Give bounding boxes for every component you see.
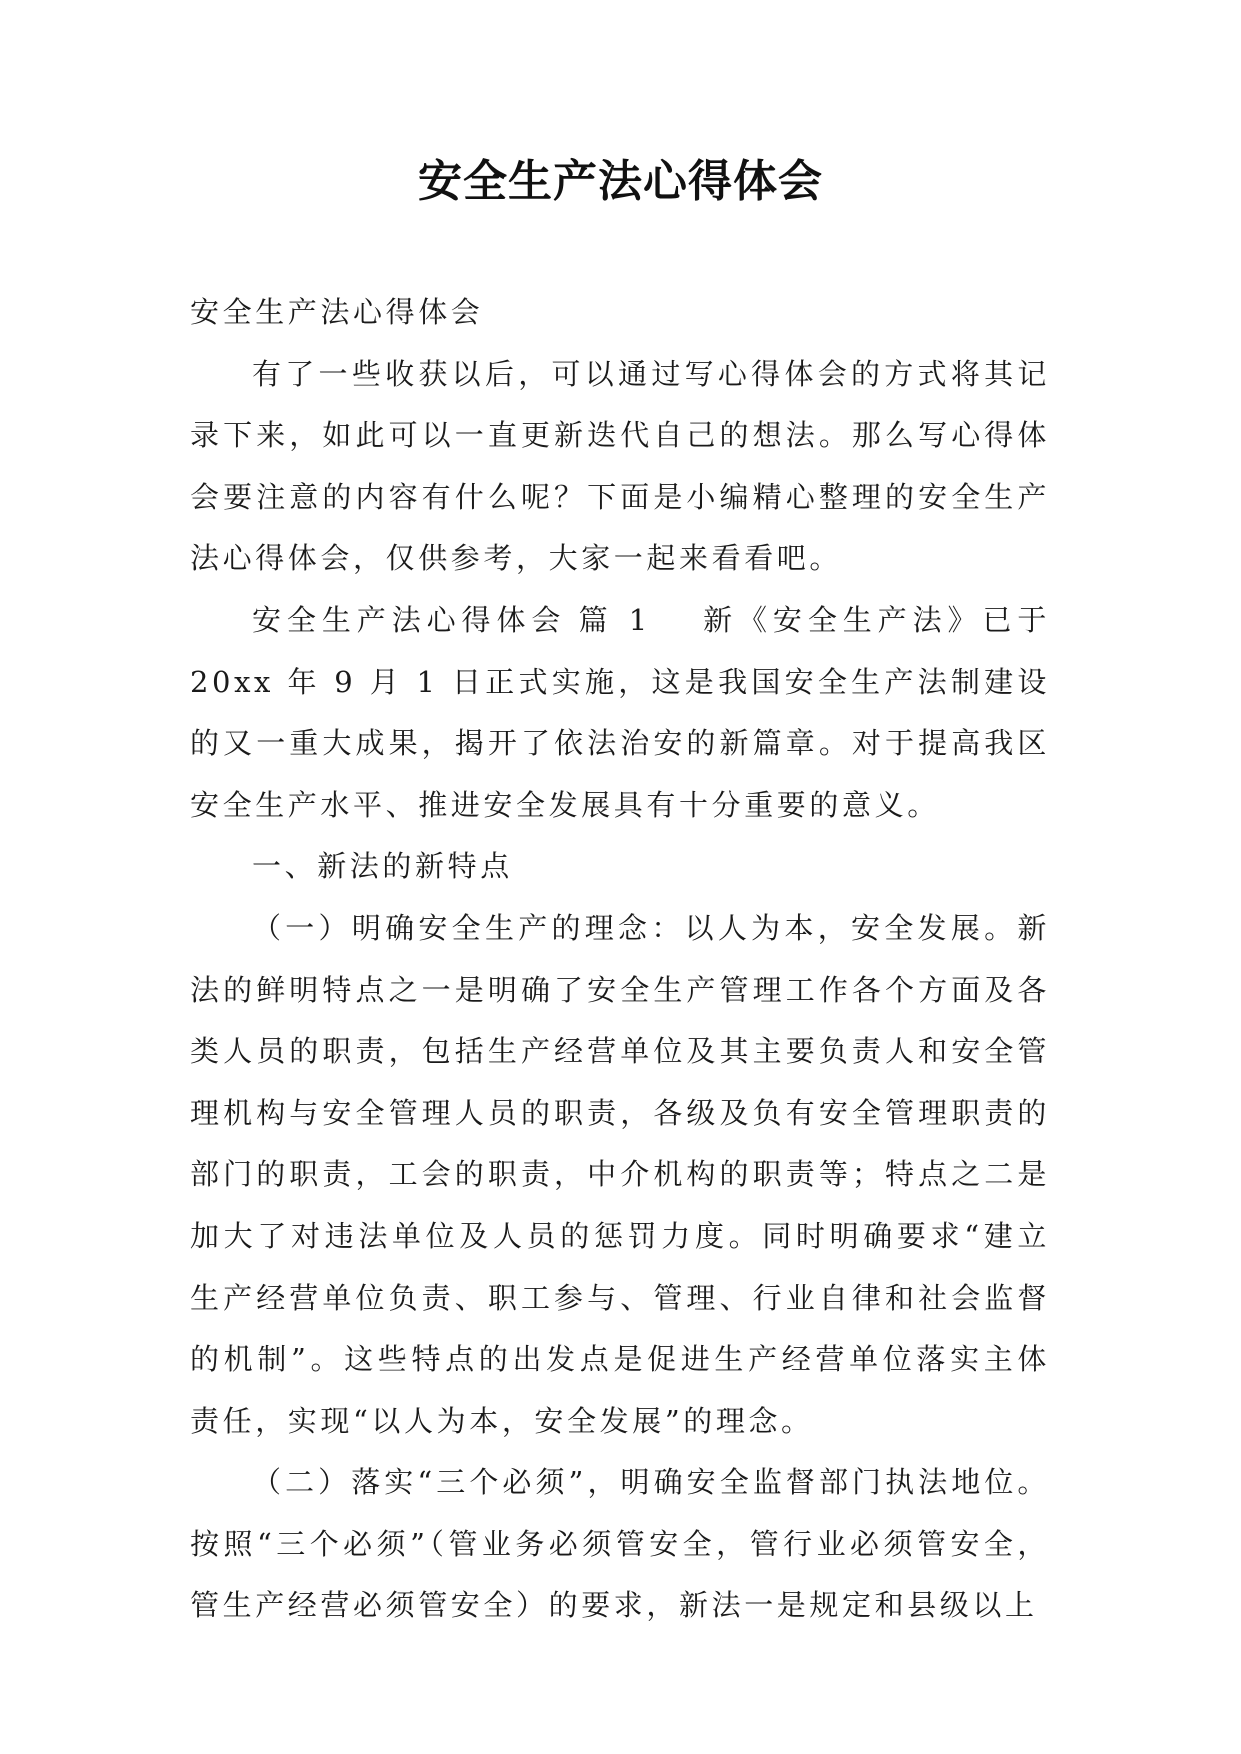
point-two-paragraph: （二）落实“三个必须”，明确安全监督部门执法地位。按照“三个必须”（管业务必须管安全，管行业必须管安全，管生产经营必须管安全）的要求，新法一是规定和县级以上 — [190, 1465, 1050, 1623]
subtitle-paragraph: 安全生产法心得体会 — [190, 295, 484, 329]
point-one-paragraph: （一）明确安全生产的理念：以人为本，安全发展。新法的鲜明特点之一是明确了安全生产管理工作各个方面及各类人员的职责，包括生产经营单位及其主要负责人和安全管理机构与安全管理人员的职责，各级及负有安全管理职责的部门的职责，工会的职责，中介机构的职责等；特点之二是加大了对违法单位及人员的惩罚力度。同时明确要求“建立生产经营单位负责、职工参与、管理、行业自律和社会监督的机制”。这些特点的出发点是促进生产经营单位落实主体责任，实现“以人为本，安全发展”的理念。 — [190, 910, 1050, 1438]
heading-new-features: 一、新法的新特点 — [252, 849, 513, 884]
document-title: 安全生产法心得体会 — [418, 156, 823, 207]
section-opening-text: 新《安全生产法》已于 20xx 年 9 月 1 日正式实施，这是我国安全生产法制建设的又一重大成果，揭开了依法治安的新篇章。对于提高我区安全生产水平、推进安全发展具有十分重要的意义。 — [190, 602, 1050, 822]
section-number: 篇 1 — [576, 602, 651, 637]
document-body — [190, 282, 1050, 1637]
intro-paragraph: 有了一些收获以后，可以通过写心得体会的方式将其记录下来，如此可以一直更新迭代自己的想法。那么写心得体会要注意的内容有什么呢？下面是小编精心整理的安全生产法心得体会，仅供参考，大家一起来看看吧。 — [190, 356, 1050, 576]
section-heading: 安全生产法心得体会 — [252, 602, 567, 637]
section-paragraph — [190, 590, 1050, 836]
